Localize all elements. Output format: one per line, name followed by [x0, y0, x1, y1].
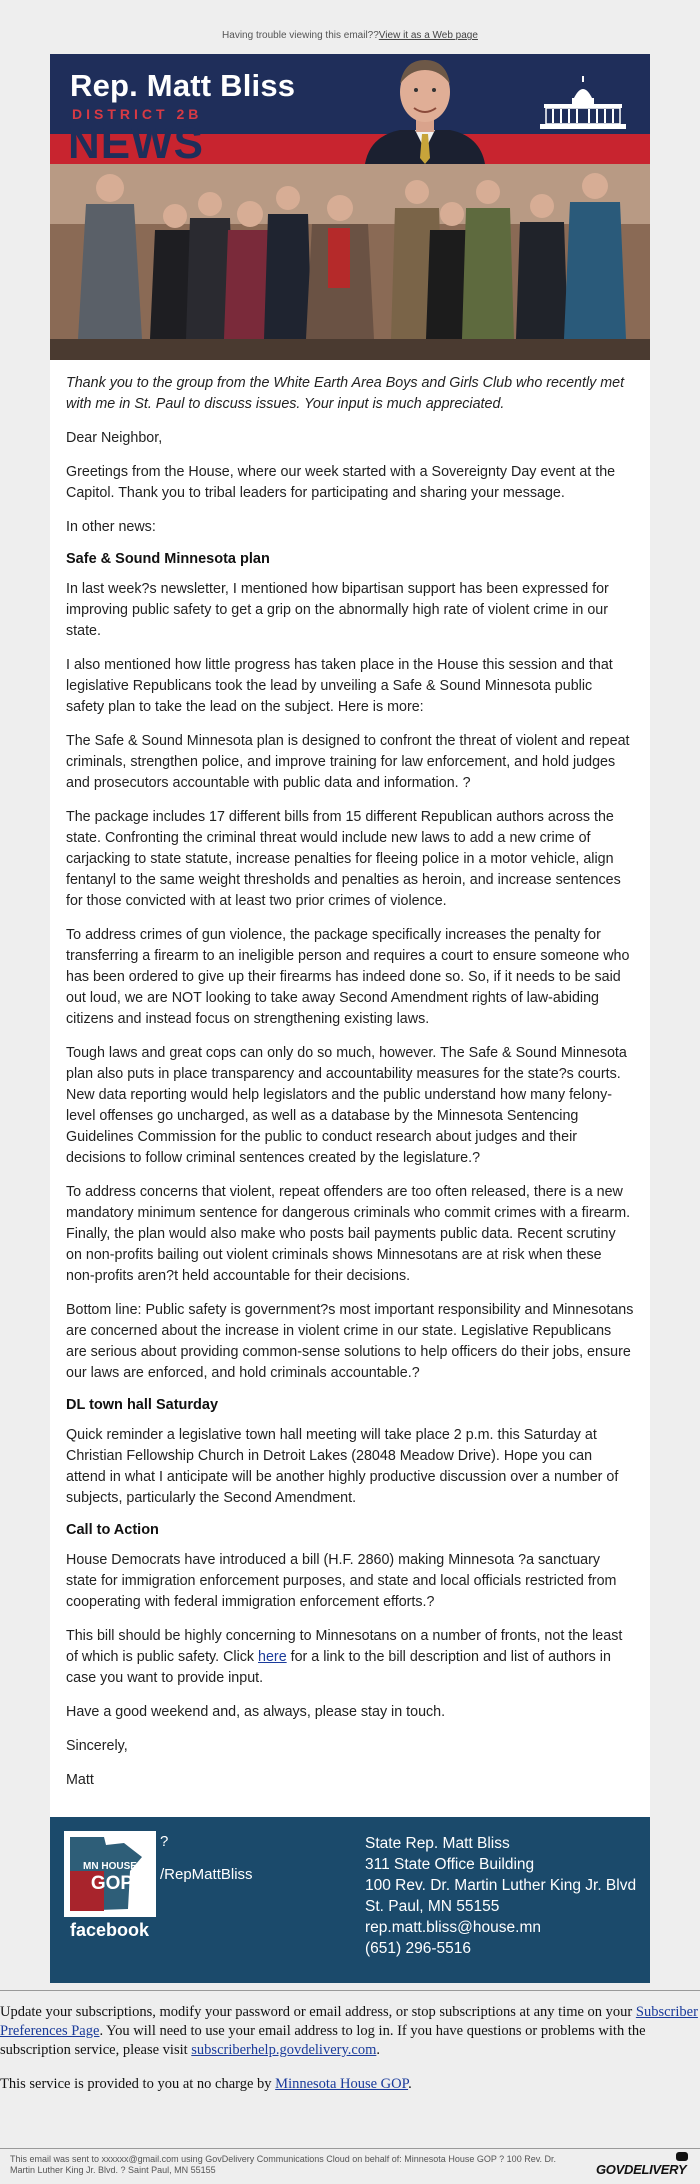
office-address — [365, 1833, 636, 1959]
bill-text-after: for a link to the bill description and list of authors in case you want to provide input. — [66, 1649, 611, 1686]
greeting: Dear Neighbor, — [66, 430, 163, 446]
bill-text-before: This bill should be highly concerning to Minnesotans on a number of fronts, not the least of which is public safety. Click — [66, 1628, 623, 1665]
sub-text-1: Update your subscriptions, modify your password or email address, or stop subscriptions at any time on your — [0, 2004, 636, 2020]
paragraph-weekend: Have a good weekend and, as always, please stay in touch. — [66, 1704, 446, 1720]
legal-text: This email was sent to xxxxxx@gmail.com using GovDelivery Communications Cloud on behalf of: Minnesota House GOP ? 100 Rev. Dr. Martin Luther King Jr. Blvd. ? Saint Paul, MN 55155 — [10, 2154, 557, 2175]
subscription-notice — [0, 1990, 700, 2109]
photo-caption: Thank you to the group from the White Earth Area Boys and Girls Club who recently met with me in St. Paul to discuss issues. Your input is much appreciated. — [66, 375, 625, 412]
heading-safe-sound: Safe & Sound Minnesota plan — [66, 551, 270, 567]
logo-text-mn-house: MN HOUSE — [83, 1861, 137, 1872]
paragraph-call-to-action: House Democrats have introduced a bill (H.F. 2860) making Minnesota ?a sanctuary state for immigration enforcement purposes, and state and local officials restricted from cooperating with federal immigration enforcement efforts.? — [66, 1552, 617, 1610]
paragraph-greetings: Greetings from the House, where our week started with a Sovereignty Day event at the Capitol. Thank you to tribal leaders for participating and sharing your message. — [66, 464, 616, 501]
paragraph-last-week: In last week?s newsletter, I mentioned how bipartisan support has been expressed for improving public safety to get a grip on the abnormally high rate of violent crime in our state. — [66, 581, 609, 639]
email-container — [50, 54, 650, 1983]
paragraph-other-news: In other news: — [66, 519, 156, 535]
newsletter-banner — [50, 54, 650, 164]
sub-text-3: . — [376, 2042, 380, 2058]
paragraph-gun-violence: To address crimes of gun violence, the package specifically increases the penalty for transferring a firearm to an ineligible person and requires a court to ensure someone who has been ordered to give up their firearms has indeed done so. So, if it needs to be said out loud, we are NOT looking to take away Second Amendment rights of law-abiding citizens and instead focus on strengthening existing laws. — [66, 927, 630, 1027]
rep-portrait-image — [360, 54, 490, 164]
preheader-text: Having trouble viewing this email?? — [222, 30, 379, 41]
group-photo-image — [50, 164, 650, 360]
subscriber-help-link[interactable]: subscriberhelp.govdelivery.com — [191, 2042, 377, 2058]
facebook-handle[interactable]: /RepMattBliss — [160, 1866, 253, 1883]
address-city: St. Paul, MN 55155 — [365, 1898, 500, 1915]
preheader — [0, 0, 700, 41]
paragraph-little-progress: I also mentioned how little progress has taken place in the House this session and that legislative Republicans took the lead by unveiling a Safe & Sound Minnesota public safety plan to take the lead on the subject. Here is more: — [66, 657, 613, 715]
subscriber-preferences-link[interactable]: Subscriber Preferences Page — [0, 2004, 698, 2039]
heading-town-hall: DL town hall Saturday — [66, 1397, 219, 1413]
legal-footer — [0, 2148, 700, 2184]
view-web-page-link[interactable]: View it as a Web page — [378, 30, 478, 41]
minnesota-house-gop-link[interactable]: Minnesota House GOP — [275, 2076, 409, 2092]
facebook-label[interactable]: facebook — [70, 1920, 150, 1940]
address-street: 100 Rev. Dr. Martin Luther King Jr. Blvd — [365, 1877, 637, 1894]
address-name: State Rep. Matt Bliss — [365, 1835, 510, 1852]
govdelivery-bubble-icon — [676, 2152, 688, 2161]
paragraph-plan-designed: The Safe & Sound Minnesota plan is designed to confront the threat of violent and repeat criminals, strengthen police, and improve training for law enforcement, and hold judges and prosecutors accountable with public data and information. ? — [66, 733, 630, 791]
heading-call-to-action: Call to Action — [66, 1522, 159, 1538]
legal-divider — [0, 2148, 700, 2149]
service-text: This service is provided to you at no charge by — [0, 2076, 276, 2092]
banner-district: DISTRICT 2B — [72, 106, 203, 122]
social-icon-placeholder[interactable]: ? — [160, 1833, 169, 1850]
subscription-paragraph — [0, 2003, 700, 2060]
address-phone: (651) 296-5516 — [365, 1940, 471, 1957]
paragraph-town-hall: Quick reminder a legislative town hall meeting will take place 2 p.m. this Saturday at Christian Fellowship Church in Detroit Lakes (28048 Meadow Drive). Hope you can attend in what I anticipate will be another highly productive discussion over a number of subjects, particularly the Second Amendment. — [66, 1427, 619, 1506]
govdelivery-logo[interactable]: GOVDELIVERY — [596, 2162, 687, 2177]
paragraph-concerns: To address concerns that violent, repeat offenders are too often released, there is a new mandatory minimum sentence for dangerous criminals who commit crimes with a firearm. Finally, the plan would also make who posts bail payments public data. Recent scrutiny on non-profits bailing out violent criminals shows Minnesotans are at risk when these non-profits aren?t held accountable for their decisions. — [66, 1184, 631, 1284]
paragraph-bottom-line: Bottom line: Public safety is government?s most important responsibility and Minnesotans are concerned about the increase in violent crime in our state. Legislative Republicans are serious about providing common-sense solutions to help officers do their jobs, ensure our laws are enforced, and hold criminals accountable.? — [66, 1302, 634, 1381]
banner-news-label: NEWS — [68, 119, 204, 164]
address-building: 311 State Office Building — [365, 1856, 535, 1873]
capitol-building-icon — [538, 76, 628, 132]
contact-footer — [50, 1817, 650, 1983]
signature: Matt — [66, 1772, 94, 1788]
paragraph-tough-laws: Tough laws and great cops can only do so much, however. The Safe & Sound Minnesota plan also puts in place transparency and accountability measures for the state?s courts. New data reporting would help legislators and the public understand how many felony-level offenses go uncharged, as well as a database by the Minnesota Sentencing Guidelines Commission for the public to conduct research about judges and their decisions to follow criminal sentences created by the legislature.? — [66, 1045, 627, 1166]
mn-house-gop-logo[interactable] — [64, 1831, 156, 1917]
service-paragraph — [0, 2075, 700, 2094]
address-email[interactable]: rep.matt.bliss@house.mn — [365, 1919, 541, 1936]
service-text-end: . — [408, 2076, 412, 2092]
sub-text-2: . You will need to use your email address to log in. If you have questions or problems with the subscription service, please visit — [0, 2023, 646, 2058]
sign-off: Sincerely, — [66, 1738, 128, 1754]
subscription-divider — [0, 1990, 700, 1991]
paragraph-package: The package includes 17 different bills from 15 different Republican authors across the state. Confronting the criminal threat would include new laws to add a new crime of carjacking to state statute, increase penalties for fleeing police in a motor vehicle, align fentanyl to the same weight thresholds and penalties as heroin, and increase sentences for those convicted with at least two prior crimes of violence. — [66, 809, 621, 909]
bill-link[interactable]: here — [258, 1649, 287, 1665]
newsletter-body — [50, 360, 650, 1817]
paragraph-bill-concern — [66, 1626, 634, 1689]
banner-title: Rep. Matt Bliss — [70, 68, 296, 103]
logo-text-gop: GOP — [90, 1873, 134, 1894]
